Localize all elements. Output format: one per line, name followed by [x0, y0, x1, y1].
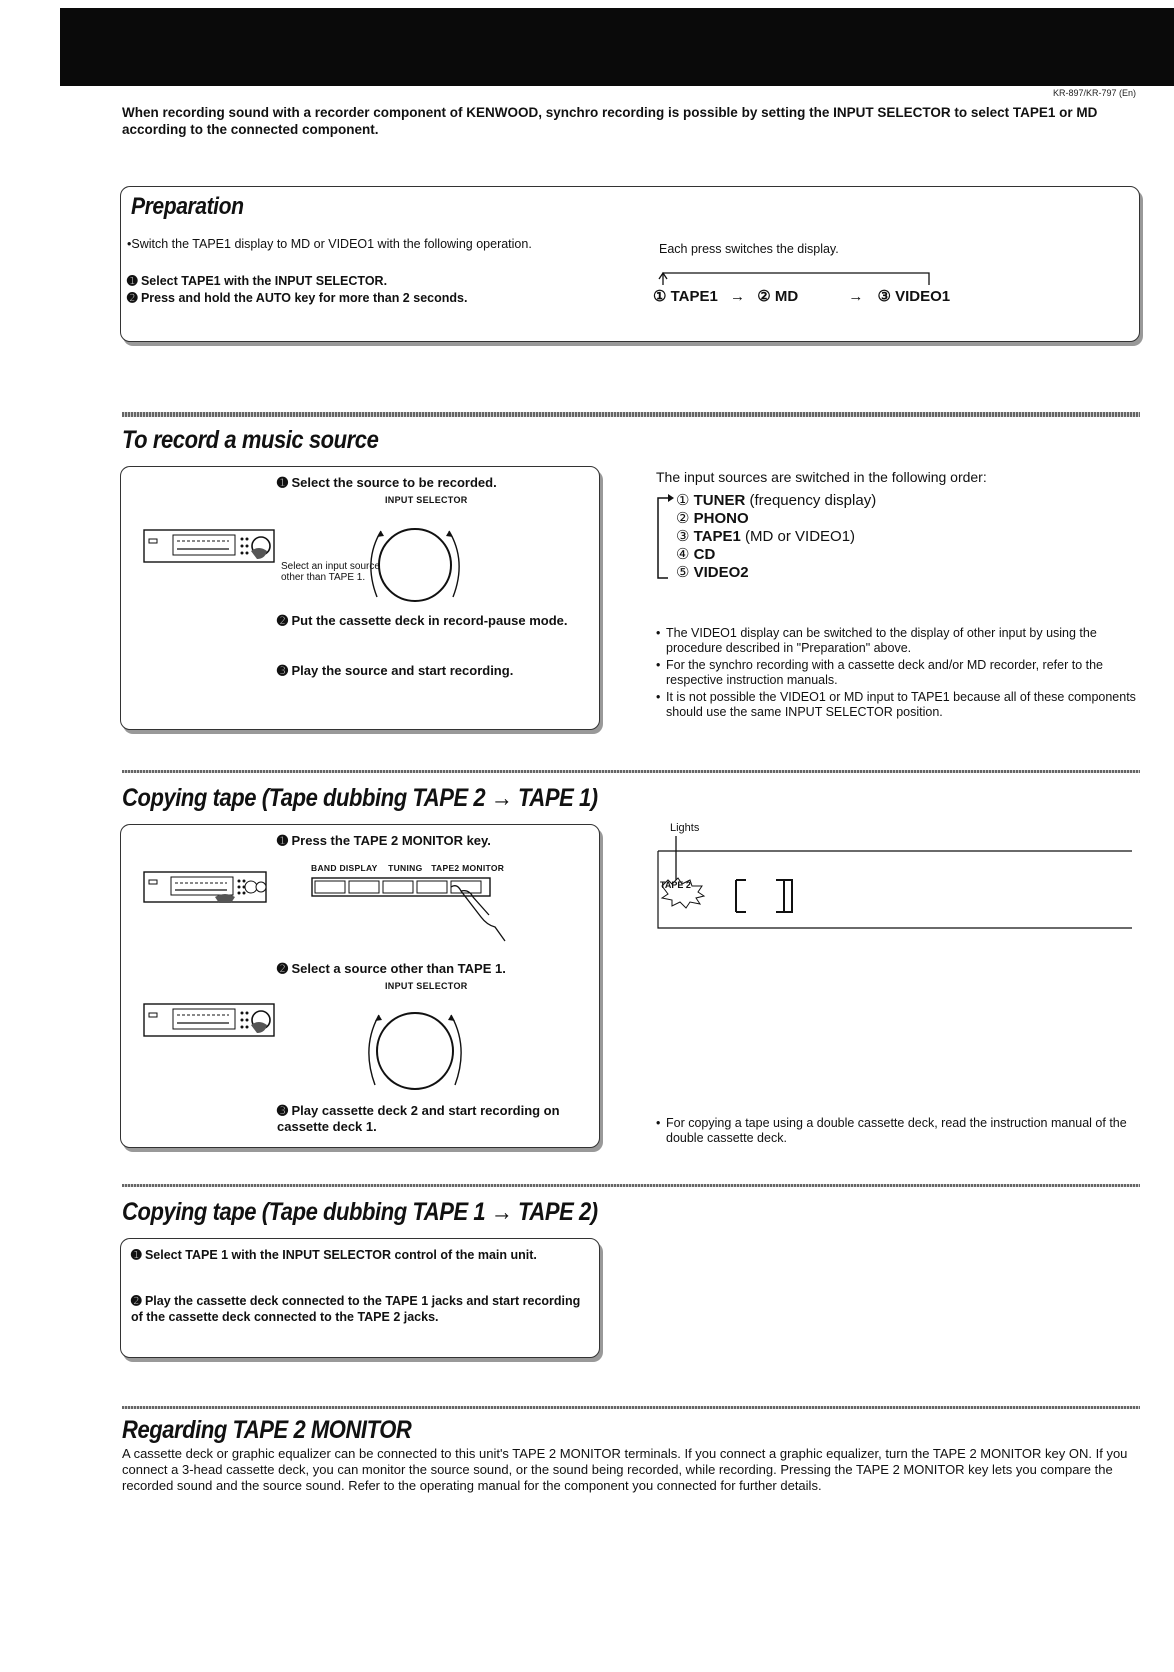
each-press-text: Each press switches the display.	[659, 242, 839, 256]
note-item: • It is not possible the VIDEO1 or MD input to TAPE1 because all of these components should use the same INPUT SELECTOR position.	[656, 690, 1140, 720]
preparation-step-1: ➊ Select TAPE1 with the INPUT SELECTOR.	[127, 274, 388, 288]
step-1-icon: ➊	[277, 475, 292, 490]
record-notes	[656, 626, 1140, 722]
preparation-title: Preparation	[131, 193, 244, 220]
copy21-box	[120, 824, 600, 1148]
step-3-icon: ➌	[277, 663, 292, 678]
receiver-illustration	[143, 529, 281, 565]
order-intro: The input sources are switched in the following order:	[656, 469, 987, 485]
section-divider	[122, 1184, 1140, 1187]
section-divider	[122, 770, 1140, 773]
cycle-bracket	[661, 271, 931, 285]
record-step-1: ➊ Select the source to be recorded.	[277, 475, 497, 490]
display-illustration	[654, 836, 1134, 932]
receiver-illustration	[143, 1003, 281, 1039]
key-strip-illustration	[311, 877, 561, 947]
step-1-icon: ➊	[127, 274, 141, 288]
arrow-right-icon: →	[848, 288, 864, 305]
monitor-text: A cassette deck or graphic equalizer can be connected to this unit's TAPE 2 MONITOR terminals. If you connect a graphic equalizer, turn the TAPE 2 MONITOR key ON. If you connect a 3-head cassette deck, you can monitor the source sound, or the sound being recorded, while recording. Pressing the TAPE 2 MONITOR key lets you compare the recorded sound and the source sound. Refer to the operating manual for the component you connected for further details.	[122, 1446, 1128, 1493]
copy12-step-2: ➋ Play the cassette deck connected to the TAPE 1 jacks and start recording of the cassette deck connected to the TAPE 2 jacks.	[131, 1294, 581, 1324]
step-2-icon: ➋	[127, 291, 141, 305]
input-selector-label: INPUT SELECTOR	[385, 495, 468, 505]
model-number: KR-897/KR-797 (En)	[1052, 88, 1136, 98]
copy21-title: Copying tape (Tape dubbing TAPE 2 → TAPE 1)	[122, 784, 598, 812]
lights-label: Lights	[670, 822, 700, 834]
note-item: • For the synchro recording with a cassette deck and/or MD recorder, refer to the respective instruction manuals.	[656, 658, 1140, 688]
display-tape2-label: TAPE 2	[660, 880, 691, 890]
record-step-3: ➌ Play the source and start recording.	[277, 663, 514, 678]
note-item: • The VIDEO1 display can be switched to the display of other input by using the procedure described in "Preparation" above.	[656, 626, 1140, 656]
receiver-illustration	[143, 871, 273, 905]
record-step-2: ➋ Put the cassette deck in record-pause mode.	[277, 613, 568, 628]
section-divider	[122, 412, 1140, 417]
copy12-step-1: ➊ Select TAPE 1 with the INPUT SELECTOR control of the main unit.	[131, 1248, 537, 1262]
order-list	[676, 492, 876, 582]
cycle-md: MD	[774, 288, 799, 305]
intro-text: When recording sound with a recorder component of KENWOOD, synchro recording is possible by setting the INPUT SELECTOR to select TAPE1 or MD according to the connected component.	[122, 105, 1098, 137]
copy12-box	[120, 1238, 600, 1358]
cycle-video1: VIDEO1	[895, 288, 951, 305]
header-bar	[60, 8, 1174, 86]
order-item: ⑤ VIDEO2	[676, 564, 749, 581]
note-item: • For copying a tape using a double cassette deck, read the instruction manual of the double cassette deck.	[656, 1116, 1140, 1146]
step-2-icon: ➋	[277, 961, 292, 976]
key-display: DISPLAY	[339, 863, 378, 873]
record-title: To record a music source	[122, 426, 379, 454]
key-tape2-monitor: TAPE2 MONITOR	[431, 863, 505, 873]
step-3-icon: ➌	[277, 1103, 292, 1118]
key-band: BAND	[311, 863, 337, 873]
order-bracket	[654, 494, 674, 582]
preparation-bullet: •Switch the TAPE1 display to MD or VIDEO1 with the following operation.	[127, 237, 532, 251]
preparation-step-2: ➋ Press and hold the AUTO key for more than 2 seconds.	[127, 291, 468, 305]
copy21-step-1: ➊ Press the TAPE 2 MONITOR key.	[277, 833, 491, 848]
input-selector-knob	[351, 991, 481, 1101]
knob-note: Select an input source other than TAPE 1.	[281, 561, 380, 583]
copy21-notes	[656, 1116, 1140, 1148]
section-divider	[122, 1406, 1140, 1409]
copy21-step-2: ➋ Select a source other than TAPE 1.	[277, 961, 506, 976]
step-2-icon: ➋	[131, 1294, 145, 1308]
arrow-right-icon: →	[730, 288, 746, 305]
step-1-icon: ➊	[277, 833, 292, 848]
key-tuning: TUNING	[388, 863, 423, 873]
step-1-icon: ➊	[131, 1248, 145, 1262]
key-labels	[311, 863, 571, 873]
monitor-title: Regarding TAPE 2 MONITOR	[122, 1416, 412, 1444]
copy21-step-3: ➌ Play cassette deck 2 and start recording on cassette deck 1.	[277, 1103, 560, 1134]
order-item: ① TUNER (frequency display)	[676, 492, 877, 509]
copy12-title: Copying tape (Tape dubbing TAPE 1 → TAPE 2)	[122, 1198, 598, 1226]
order-item: ② PHONO	[676, 510, 749, 527]
preparation-box	[120, 186, 1140, 342]
input-selector-label: INPUT SELECTOR	[385, 981, 468, 991]
cycle-row: ① TAPE1 → ② MD → ③ VIDEO1	[653, 288, 951, 305]
order-item: ④ CD	[676, 546, 716, 563]
order-item: ③ TAPE1 (MD or VIDEO1)	[676, 528, 856, 545]
bullet-icon: •	[127, 237, 132, 251]
cycle-tape1: TAPE1	[670, 288, 718, 305]
record-box	[120, 466, 600, 730]
step-2-icon: ➋	[277, 613, 292, 628]
